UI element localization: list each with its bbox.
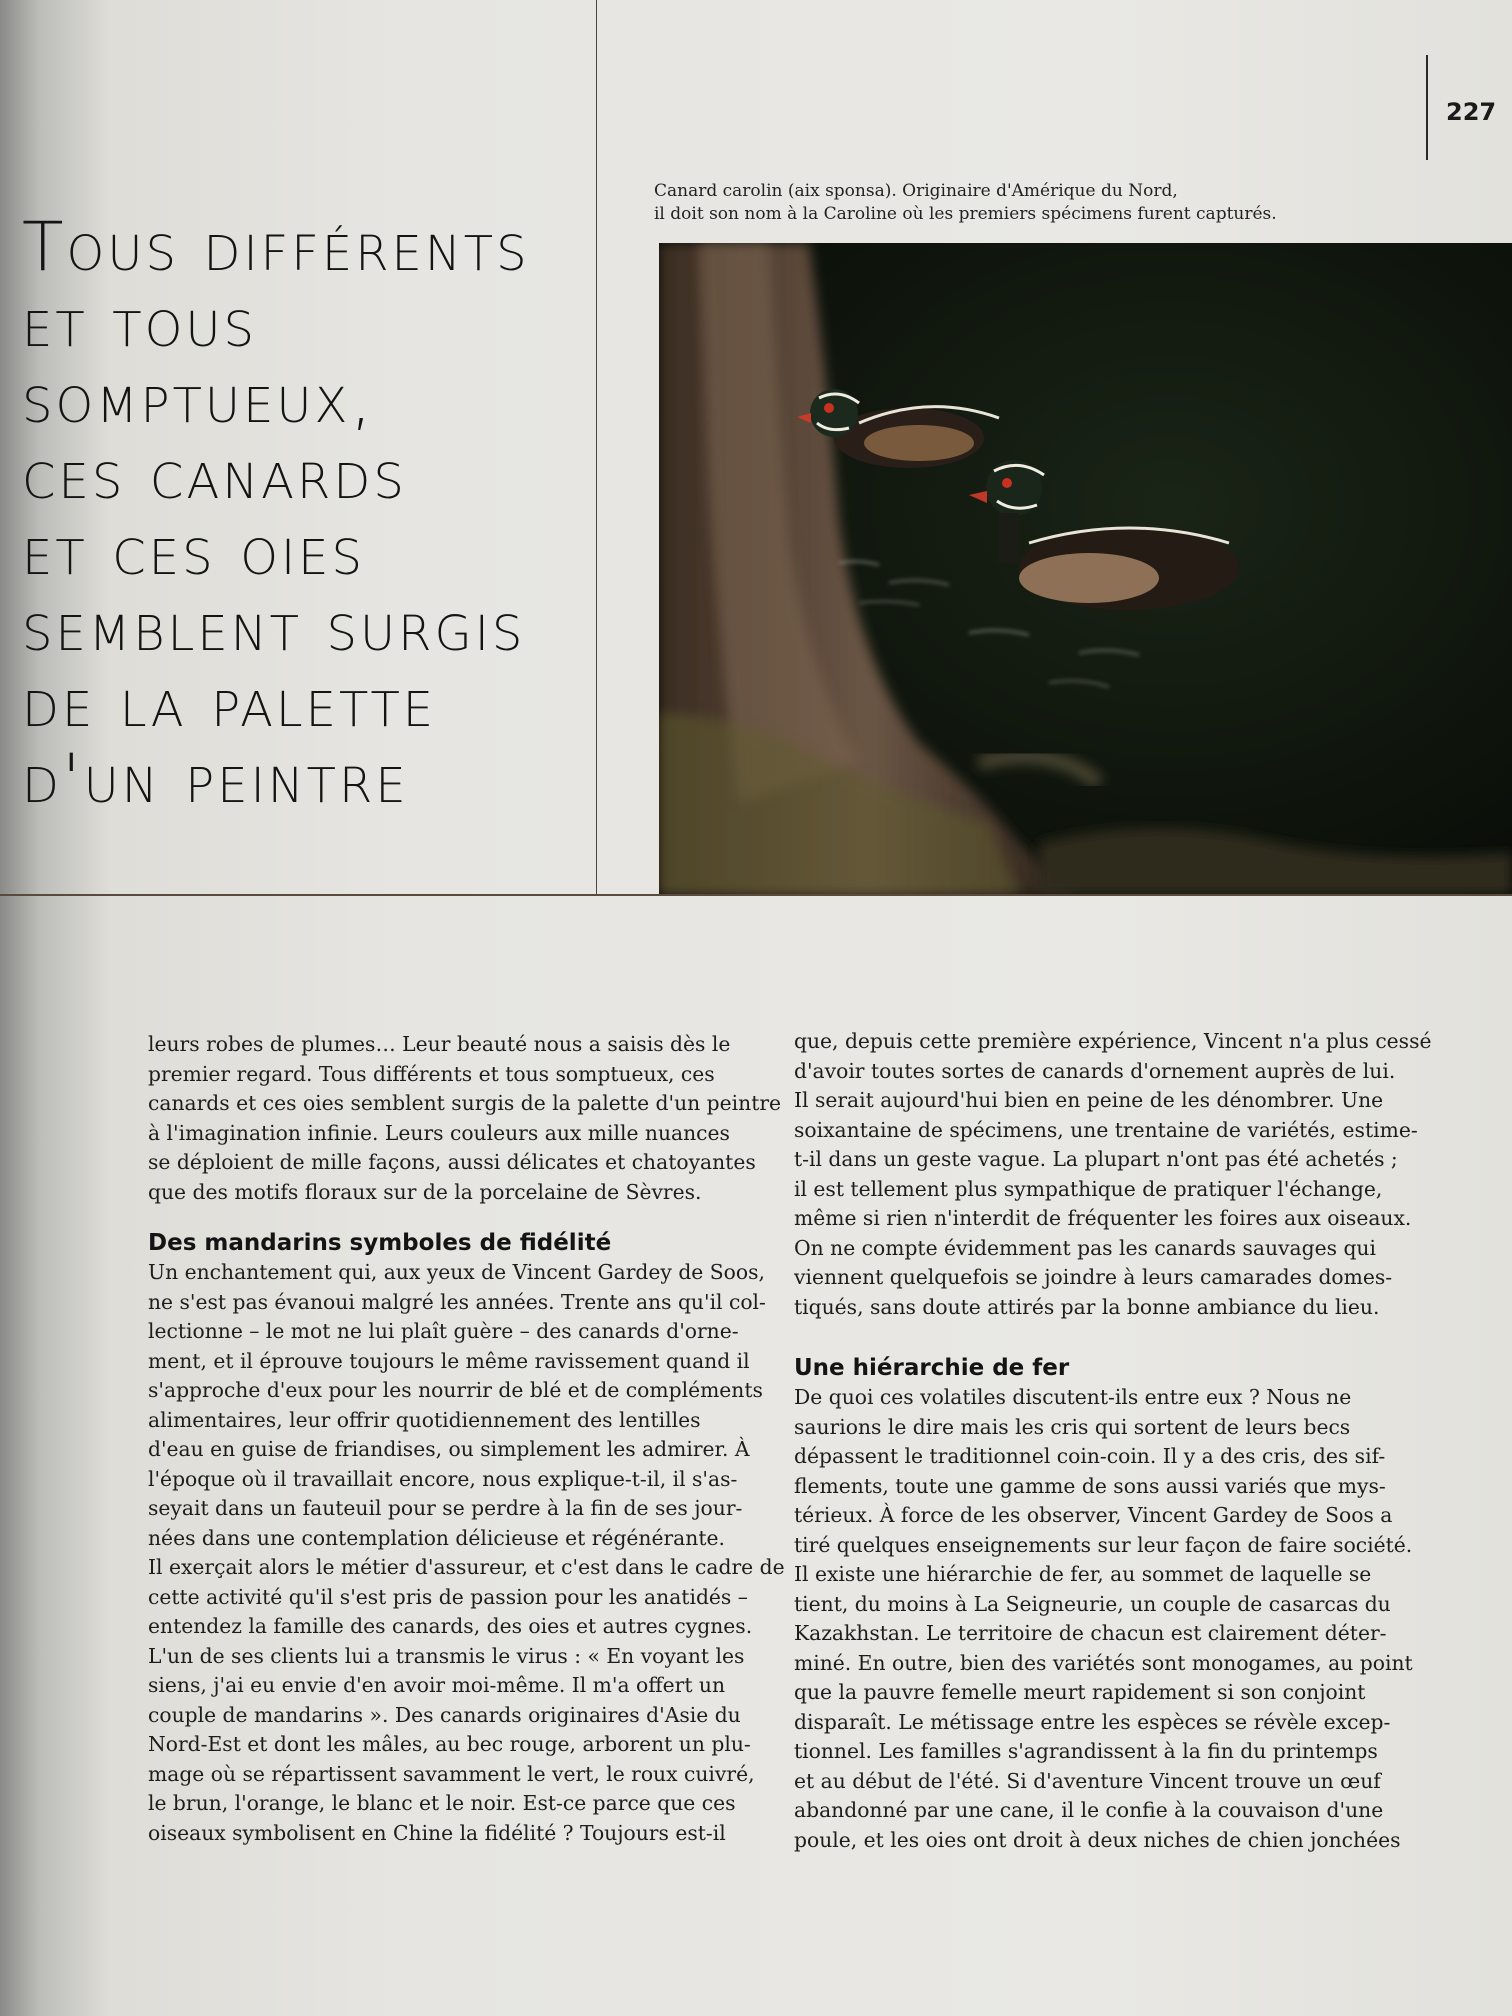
text-line: dépassent le traditionnel coin-coin. Il y a des cris, des sif- xyxy=(794,1444,1386,1468)
text-line: ne s'est pas évanoui malgré les années. Trente ans qu'il col- xyxy=(148,1289,766,1314)
text-line: cette activité qu'il s'est pris de passion pour les anatidés – xyxy=(148,1584,748,1609)
page-number: 227 xyxy=(1446,98,1497,126)
caption-line: il doit son nom à la Caroline où les premiers spécimens furent capturés. xyxy=(654,204,1277,224)
text-line: le brun, l'orange, le blanc et le noir. Est-ce parce que ces xyxy=(148,1791,736,1815)
text-line: que, depuis cette première expérience, Vincent n'a plus cessé xyxy=(794,1029,1432,1053)
pull-quote-headline xyxy=(22,210,582,818)
column-divider xyxy=(596,0,597,896)
text-line: et au début de l'été. Si d'aventure Vincent trouve un œuf xyxy=(794,1768,1381,1793)
section-heading: Une hiérarchie de fer xyxy=(794,1355,1070,1381)
text-line: tionnel. Les familles s'agrandissent à la fin du printemps xyxy=(794,1739,1378,1763)
text-line: flements, toute une gamme de sons aussi variés que mys- xyxy=(794,1473,1386,1498)
text-line: saurions le dire mais les cris qui sortent de leurs becs xyxy=(794,1414,1351,1439)
right-text-column xyxy=(794,1027,1432,1855)
text-line: s'approche d'eux pour les nourrir de blé et de compléments xyxy=(148,1378,763,1402)
headline-line: et tous xyxy=(22,284,257,363)
headline-line: ces canards xyxy=(22,436,407,515)
text-line: viennent quelquefois se joindre à leurs camarades domes- xyxy=(794,1265,1393,1289)
text-line: il est tellement plus sympathique de pratiquer l'échange, xyxy=(794,1176,1383,1201)
photo-illustration xyxy=(659,243,1512,895)
text-line: Nord-Est et dont les mâles, au bec rouge, arborent un plu- xyxy=(148,1732,751,1756)
headline-line: Tous différents xyxy=(22,208,530,287)
text-line: leurs robes de plumes… Leur beauté nous a saisis dès le xyxy=(148,1032,731,1056)
wood-duck-photo xyxy=(659,243,1512,895)
text-line: premier regard. Tous différents et tous somptueux, ces xyxy=(148,1061,715,1086)
headline-line: somptueux, xyxy=(22,360,376,439)
text-line: Kazakhstan. Le territoire de chacun est clairement déter- xyxy=(794,1621,1387,1645)
text-line: térieux. À force de les observer, Vincent Gardey de Soos a xyxy=(794,1503,1393,1527)
caption-line: Canard carolin (aix sponsa). Originaire d'Amérique du Nord, xyxy=(654,181,1178,201)
text-line: oiseaux symbolisent en Chine la fidélité ? Toujours est-il xyxy=(148,1820,726,1845)
text-line: nées dans une contemplation délicieuse et régénérante. xyxy=(148,1525,725,1550)
text-line: que des motifs floraux sur de la porcelaine de Sèvres. xyxy=(148,1179,702,1204)
text-line: alimentaires, leur offrir quotidiennement des lentilles xyxy=(148,1407,701,1432)
text-line: même si rien n'interdit de fréquenter les foires aux oiseaux. xyxy=(794,1206,1412,1230)
text-line: De quoi ces volatiles discutent-ils entre eux ? Nous ne xyxy=(794,1385,1352,1409)
text-line: disparaît. Le métissage entre les espèces se révèle excep- xyxy=(794,1709,1391,1734)
text-line: L'un de ses clients lui a transmis le virus : « En voyant les xyxy=(148,1643,745,1668)
text-line: siens, j'ai eu envie d'en avoir moi-même. Il m'a offert un xyxy=(148,1673,726,1697)
text-line: entendez la famille des canards, des oies et autres cygnes. xyxy=(148,1614,753,1638)
text-line: mage où se répartissent savamment le vert, le roux cuivré, xyxy=(148,1761,755,1786)
photo-caption xyxy=(654,180,1484,226)
text-line: Il serait aujourd'hui bien en peine de les dénombrer. Une xyxy=(794,1088,1384,1112)
text-line: à l'imagination infinie. Leurs couleurs aux mille nuances xyxy=(148,1120,730,1145)
text-line: soixantaine de spécimens, une trentaine de variétés, estime- xyxy=(794,1117,1418,1142)
headline-line: d'un peintre xyxy=(22,740,409,819)
headline-line: semblent surgis xyxy=(22,588,526,667)
text-line: canards et ces oies semblent surgis de la palette d'un peintre xyxy=(148,1091,782,1115)
text-line: Il exerçait alors le métier d'assureur, et c'est dans le cadre de xyxy=(148,1555,785,1579)
page-number-rule xyxy=(1426,55,1428,160)
text-line: t-il dans un geste vague. La plupart n'ont pas été achetés ; xyxy=(794,1147,1398,1171)
section-heading: Des mandarins symboles de fidélité xyxy=(148,1230,612,1256)
text-line: abandonné par une cane, il le confie à la couvaison d'une xyxy=(794,1798,1384,1822)
text-line: lectionne – le mot ne lui plaît guère – des canards d'orne- xyxy=(148,1319,739,1343)
text-line: Un enchantement qui, aux yeux de Vincent Gardey de Soos, xyxy=(148,1260,765,1284)
text-line: d'avoir toutes sortes de canards d'ornement auprès de lui. xyxy=(794,1058,1396,1083)
text-line: tiré quelques enseignements sur leur façon de faire société. xyxy=(794,1532,1413,1557)
text-line: Il existe une hiérarchie de fer, au sommet de laquelle se xyxy=(794,1562,1372,1586)
text-line: tiqués, sans doute attirés par la bonne ambiance du lieu. xyxy=(794,1294,1380,1319)
headline-line: de la palette xyxy=(22,664,437,743)
text-line: miné. En outre, bien des variétés sont monogames, au point xyxy=(794,1650,1413,1675)
headline-line: et ces oies xyxy=(22,512,365,591)
section-rule xyxy=(0,894,1512,896)
text-line: couple de mandarins ». Des canards originaires d'Asie du xyxy=(148,1702,741,1727)
text-line: poule, et les oies ont droit à deux niches de chien jonchées xyxy=(794,1827,1401,1852)
text-line: seyait dans un fauteuil pour se perdre à la fin de ses jour- xyxy=(148,1496,743,1520)
text-line: l'époque où il travaillait encore, nous explique-t-il, il s'as- xyxy=(148,1466,738,1491)
text-line: ment, et il éprouve toujours le même ravissement quand il xyxy=(148,1348,750,1373)
text-line: On ne compte évidemment pas les canards sauvages qui xyxy=(794,1235,1376,1260)
text-line: se déploient de mille façons, aussi délicates et chatoyantes xyxy=(148,1150,756,1174)
text-line: tient, du moins à La Seigneurie, un couple de casarcas du xyxy=(794,1591,1391,1616)
left-text-column xyxy=(148,1030,785,1848)
text-line: d'eau en guise de friandises, ou simplement les admirer. À xyxy=(148,1437,750,1461)
text-line: que la pauvre femelle meurt rapidement si son conjoint xyxy=(794,1680,1366,1704)
